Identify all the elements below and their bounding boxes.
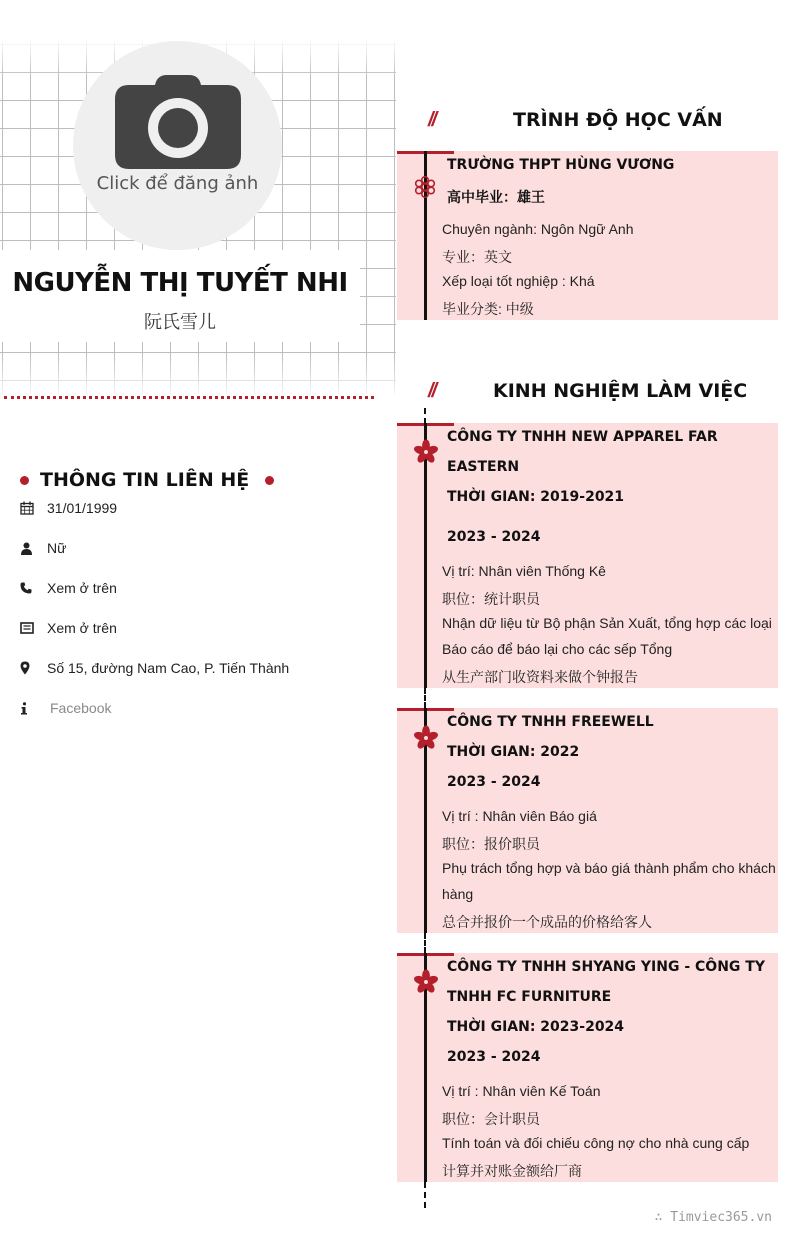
timeline-dash	[424, 408, 426, 424]
education-card	[397, 151, 778, 320]
job-detail: Vị trí: Nhân viên Thống Kê	[442, 563, 606, 579]
phone-value: Xem ở trên	[47, 580, 117, 596]
job-detail: hàng	[442, 886, 474, 902]
timeline-dash	[424, 1182, 426, 1208]
contact-heading	[20, 467, 274, 493]
timeline-dash	[424, 933, 426, 953]
job-time: THỜI GIAN: 2022	[447, 744, 580, 760]
job-period: 2023 - 2024	[447, 1049, 541, 1065]
header-divider	[4, 396, 374, 399]
slashes-icon: //	[428, 379, 436, 402]
job-detail: 职位：报价职员	[442, 836, 540, 852]
slashes-icon: //	[428, 108, 436, 131]
education-detail: Xếp loại tốt nghiệp : Khá	[442, 273, 595, 289]
job-card	[397, 708, 778, 933]
contact-address	[20, 658, 289, 678]
degree-title: 高中毕业：雄王	[447, 190, 545, 206]
experience-heading	[428, 377, 778, 405]
job-detail: Tính toán và đối chiếu công nợ cho nhà cung cấp	[442, 1135, 750, 1151]
bullet-dot-icon	[20, 476, 29, 485]
experience-title: KINH NGHIỆM LÀM VIỆC	[493, 380, 748, 402]
flower-icon	[413, 439, 439, 465]
company-name: CÔNG TY TNHH SHYANG YING - CÔNG TY	[447, 959, 765, 975]
timeline-dash	[424, 688, 426, 708]
birthday-value: 31/01/1999	[47, 500, 118, 516]
education-heading	[428, 106, 778, 134]
company-name: CÔNG TY TNHH NEW APPAREL FAR	[447, 429, 718, 445]
job-detail: 总合并报价一个成品的价格给客人	[442, 914, 652, 930]
flower-icon	[413, 175, 437, 199]
contact-social	[20, 698, 111, 718]
avatar-upload[interactable]	[73, 41, 282, 250]
job-period: 2023 - 2024	[447, 774, 541, 790]
bullet-dot-icon	[265, 476, 274, 485]
company-name: CÔNG TY TNHH FREEWELL	[447, 714, 654, 730]
job-detail: Nhận dữ liệu từ Bộ phận Sản Xuất, tổng hợp các loại	[442, 615, 772, 631]
job-period: 2023 - 2024	[447, 529, 541, 545]
job-detail: Vị trí : Nhân viên Báo giá	[442, 808, 597, 824]
camera-icon	[115, 73, 241, 169]
flower-icon	[413, 725, 439, 751]
education-detail: Chuyên ngành: Ngôn Ngữ Anh	[442, 221, 634, 237]
contact-email	[20, 618, 117, 638]
job-detail: Phụ trách tổng hợp và báo giá thành phẩm cho khách	[442, 860, 776, 876]
company-name: EASTERN	[447, 459, 520, 475]
candidate-name-chinese: 阮氏雪儿	[144, 312, 216, 332]
email-icon	[20, 622, 47, 634]
contact-heading-text: THÔNG TIN LIÊN HỆ	[40, 469, 250, 491]
email-value: Xem ở trên	[47, 620, 117, 636]
education-detail: 毕业分类: 中级	[442, 301, 534, 317]
candidate-name: NGUYỄN THỊ TUYẾT NHI	[12, 268, 348, 298]
location-icon	[20, 661, 47, 675]
facebook-link[interactable]: Facebook	[50, 700, 112, 716]
contact-gender	[20, 538, 66, 558]
education-title: TRÌNH ĐỘ HỌC VẤN	[513, 109, 723, 131]
phone-icon	[20, 582, 47, 594]
job-detail: 计算并对账金额给厂商	[442, 1163, 582, 1179]
calendar-icon	[20, 501, 47, 515]
job-detail: Vị trí : Nhân viên Kế Toán	[442, 1083, 601, 1099]
gender-value: Nữ	[47, 540, 67, 556]
job-time: THỜI GIAN: 2023-2024	[447, 1019, 625, 1035]
address-value: Số 15, đường Nam Cao, P. Tiến Thành	[47, 660, 290, 676]
user-icon	[20, 542, 47, 555]
contact-phone	[20, 578, 117, 598]
job-time: THỜI GIAN: 2019-2021	[447, 489, 625, 505]
school-name: TRƯỜNG THPT HÙNG VƯƠNG	[447, 157, 675, 173]
flower-icon	[413, 969, 439, 995]
company-name: TNHH FC FURNITURE	[447, 989, 612, 1005]
contact-birthday	[20, 498, 117, 518]
info-icon	[20, 702, 47, 715]
watermark: ∴ Timviec365.vn	[654, 1210, 772, 1225]
education-detail: 专业：英文	[442, 249, 512, 265]
job-detail: 职位：统计职员	[442, 591, 540, 607]
job-detail: Báo cáo để báo lại cho các sếp Tổng	[442, 641, 673, 657]
grid-fade-bottom	[0, 354, 396, 394]
job-card	[397, 423, 778, 688]
job-detail: 从生产部门收资料来做个钟报告	[442, 669, 638, 685]
avatar-hint: Click để đăng ảnh	[96, 173, 259, 194]
job-detail: 职位：会计职员	[442, 1111, 540, 1127]
job-card	[397, 953, 778, 1182]
